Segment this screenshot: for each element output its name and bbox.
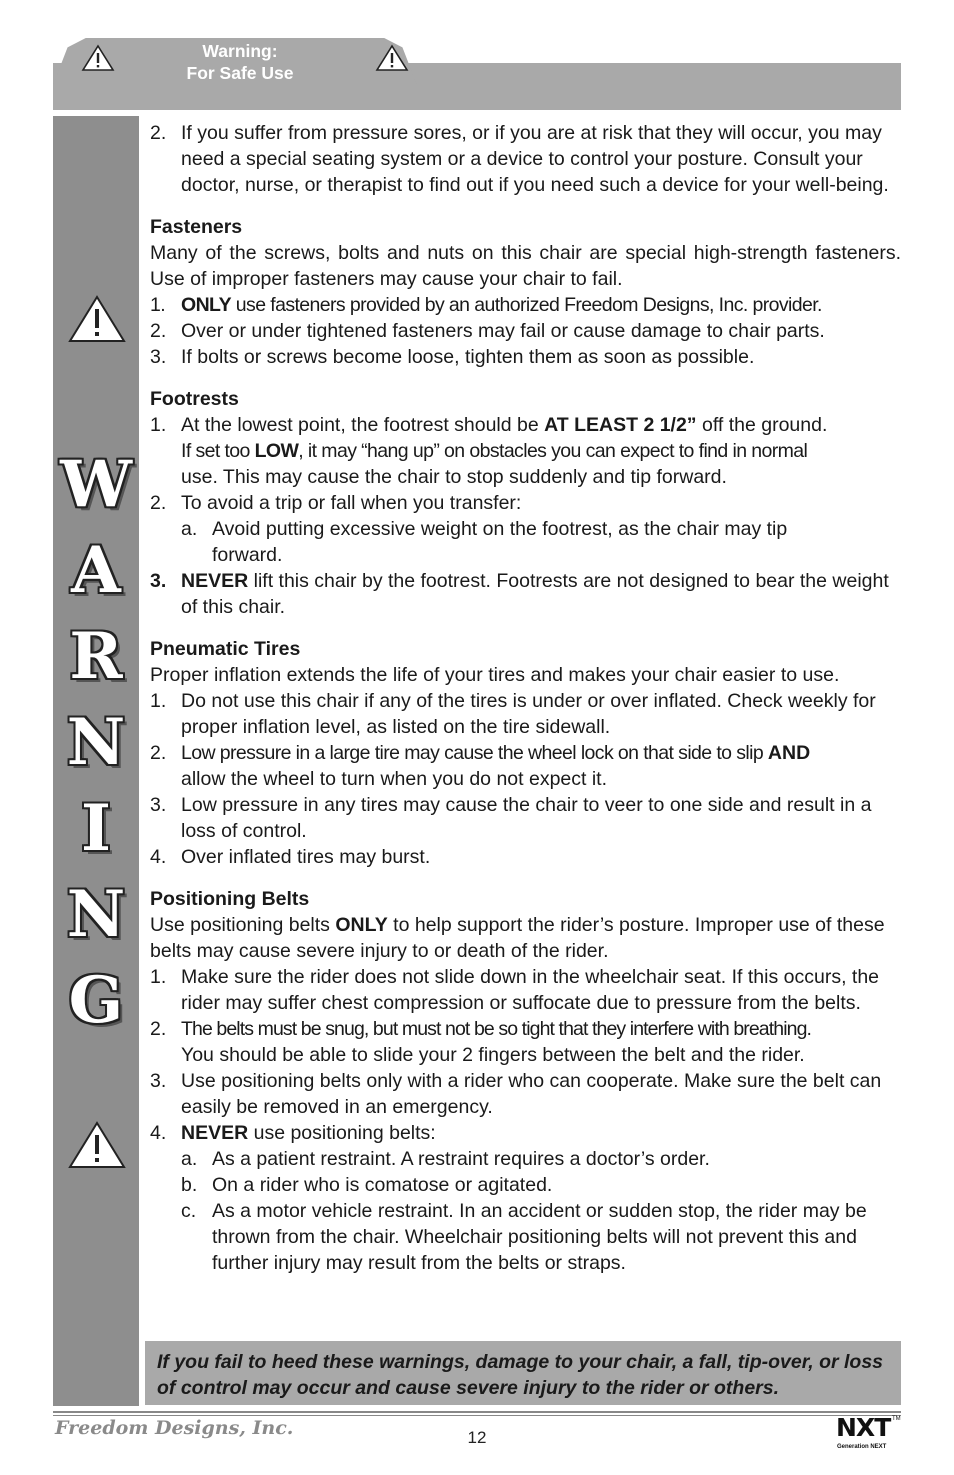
list-item	[150, 844, 901, 870]
section-body: Proper inflation extends the life of your tires and makes your chair easier to use.	[150, 664, 840, 686]
item-text: Make sure the rider does not slide down in the wheelchair seat. If this occurs, the rider may suffer chest compression or suffocate due to pressure from the belts.	[181, 966, 880, 1014]
item-number: 3.	[150, 570, 167, 592]
section-belts	[150, 886, 901, 1276]
side-letter: I	[81, 791, 111, 866]
section-title: Positioning Belts	[150, 888, 310, 910]
item-text: As a motor vehicle restraint. In an accident or sudden stop, the rider may be thrown from the chair. Wheelchair positioning belts will not prevent this and further injury may result from the belts or straps.	[212, 1200, 867, 1274]
main-content	[150, 120, 901, 1276]
warning-triangle-icon	[375, 44, 409, 72]
list-item	[150, 792, 901, 844]
header-title-line2: For Safe Use	[186, 63, 294, 83]
item-number: 3.	[150, 794, 167, 816]
list-item	[150, 344, 901, 370]
header-title	[155, 40, 325, 84]
logo-trademark: TM	[892, 1416, 901, 1422]
item-text: off the ground.	[696, 414, 828, 436]
list-item	[150, 120, 901, 198]
item-text: As a patient restraint. A restraint requires a doctor’s order.	[212, 1148, 710, 1170]
item-text: At the lowest point, the footrest should be	[181, 414, 545, 436]
side-letter: N	[66, 705, 126, 780]
warning-triangle-icon	[67, 294, 127, 344]
item-text: Do not use this chair if any of the tires is under or over inflated. Check weekly for proper inflation level, as listed on the tire sidewall.	[181, 690, 876, 738]
item-text: , it may “hang up” on obstacles you can expect to find in normal	[298, 440, 808, 462]
section-body: Many of the screws, bolts and nuts on this chair are special high-strength fasteners. Use of improper fasteners may cause your chair to fail.	[150, 242, 901, 290]
list-item	[150, 490, 901, 516]
section-fasteners	[150, 214, 901, 370]
list-item	[150, 964, 901, 1016]
item-number: 2.	[150, 122, 167, 144]
emphasis: AND	[767, 742, 811, 764]
header-title-line1: Warning:	[202, 41, 278, 61]
nxt-logo	[836, 1413, 901, 1454]
item-letter: c.	[181, 1200, 197, 1222]
item-number: 1.	[150, 966, 167, 988]
item-text: To avoid a trip or fall when you transfer:	[181, 492, 522, 514]
section-tires	[150, 636, 901, 870]
emphasis: NEVER	[181, 1122, 249, 1144]
item-number: 3.	[150, 346, 167, 368]
list-item	[150, 568, 901, 620]
item-letter: b.	[181, 1174, 198, 1196]
item-text: allow the wheel to turn when you do not expect it.	[181, 768, 608, 790]
side-letter: N	[66, 877, 126, 952]
item-letter: a.	[181, 518, 198, 540]
footer-divider	[53, 1415, 901, 1416]
side-letter: R	[69, 619, 123, 694]
item-number: 4.	[150, 1122, 167, 1144]
section-body: Use positioning belts	[150, 914, 336, 936]
sub-list-item	[181, 516, 901, 568]
item-text: Use positioning belts only with a rider who can cooperate. Make sure the belt can easily be removed in an emergency.	[181, 1070, 882, 1118]
side-letter: W	[60, 447, 132, 522]
logo-text: NXT	[836, 1413, 891, 1442]
list-item	[150, 318, 901, 344]
item-text: You should be able to slide your 2 fingers between the belt and the rider.	[181, 1044, 805, 1066]
warning-triangle-icon	[67, 1120, 127, 1170]
footer-divider	[53, 1411, 901, 1413]
item-text: use fasteners provided by an authorized Freedom Designs, Inc. provider.	[230, 294, 822, 316]
page-number: 12	[467, 1428, 487, 1447]
emphasis: NEVER	[181, 570, 249, 592]
section-title: Footrests	[150, 388, 239, 410]
item-text: If set too	[181, 440, 255, 462]
sub-list-item	[181, 1146, 901, 1172]
item-number: 1.	[150, 690, 167, 712]
emphasis: AT LEAST 2 1/2”	[544, 414, 697, 436]
item-number: 1.	[150, 414, 167, 436]
item-letter: a.	[181, 1148, 198, 1170]
list-item	[150, 412, 901, 490]
item-text: use positioning belts:	[248, 1122, 436, 1144]
list-item	[150, 1120, 901, 1146]
item-text: Over inflated tires may burst.	[181, 846, 431, 868]
list-item	[150, 688, 901, 740]
company-name: Freedom Designs, Inc.	[55, 1417, 294, 1439]
list-item	[150, 1016, 901, 1068]
section-title: Fasteners	[150, 216, 243, 238]
section-body: to help support the rider’s posture. Improper use of these belts may cause severe injury to or death of the rider.	[150, 914, 885, 962]
item-text: If bolts or screws become loose, tighten them as soon as possible.	[181, 346, 755, 368]
item-number: 2.	[150, 742, 167, 764]
side-letter: G	[68, 963, 124, 1038]
list-item	[150, 292, 901, 318]
logo-tagline: Generation NEXT	[837, 1444, 887, 1450]
emphasis: ONLY	[335, 914, 388, 936]
section-footrests	[150, 386, 901, 620]
list-item	[150, 1068, 901, 1120]
item-text: The belts must be snug, but must not be so tight that they interfere with breathing.	[181, 1018, 812, 1040]
item-number: 2.	[150, 492, 167, 514]
side-letter: A	[71, 533, 121, 608]
item-text: lift this chair by the footrest. Footrests are not designed to bear the weight of this chair.	[181, 570, 889, 618]
item-text: Low pressure in any tires may cause the chair to veer to one side and result in a loss of control.	[181, 794, 872, 842]
warning-notice: If you fail to heed these warnings, damage to your chair, a fall, tip-over, or loss of control may occur and cause severe injury to the rider or others.	[145, 1341, 901, 1405]
item-text: On a rider who is comatose or agitated.	[212, 1174, 553, 1196]
item-text: Avoid putting excessive weight on the footrest, as the chair may tip forward.	[212, 518, 788, 566]
emphasis: LOW	[254, 440, 299, 462]
warning-triangle-icon	[81, 44, 115, 72]
item-number: 3.	[150, 1070, 167, 1092]
item-number: 1.	[150, 294, 166, 316]
list-item	[150, 740, 901, 792]
item-number: 2.	[150, 1018, 167, 1040]
emphasis: ONLY	[181, 294, 231, 316]
item-number: 2.	[150, 320, 167, 342]
sub-list-item	[181, 1198, 901, 1276]
item-text: Low pressure in a large tire may cause the wheel lock on that side to slip	[181, 742, 768, 764]
item-text: use. This may cause the chair to stop suddenly and tip forward.	[181, 466, 727, 488]
item-text: Over or under tightened fasteners may fail or cause damage to chair parts.	[181, 320, 825, 342]
sub-list-item	[181, 1172, 901, 1198]
item-number: 4.	[150, 846, 167, 868]
warning-side-column	[53, 116, 139, 1406]
item-text: If you suffer from pressure sores, or if you are at risk that they will occur, you may need a special seating system or a device to control your posture. Consult your doctor, nurse, or therapist to find out if you need such a device for your well-being.	[181, 122, 889, 196]
section-title: Pneumatic Tires	[150, 638, 301, 660]
